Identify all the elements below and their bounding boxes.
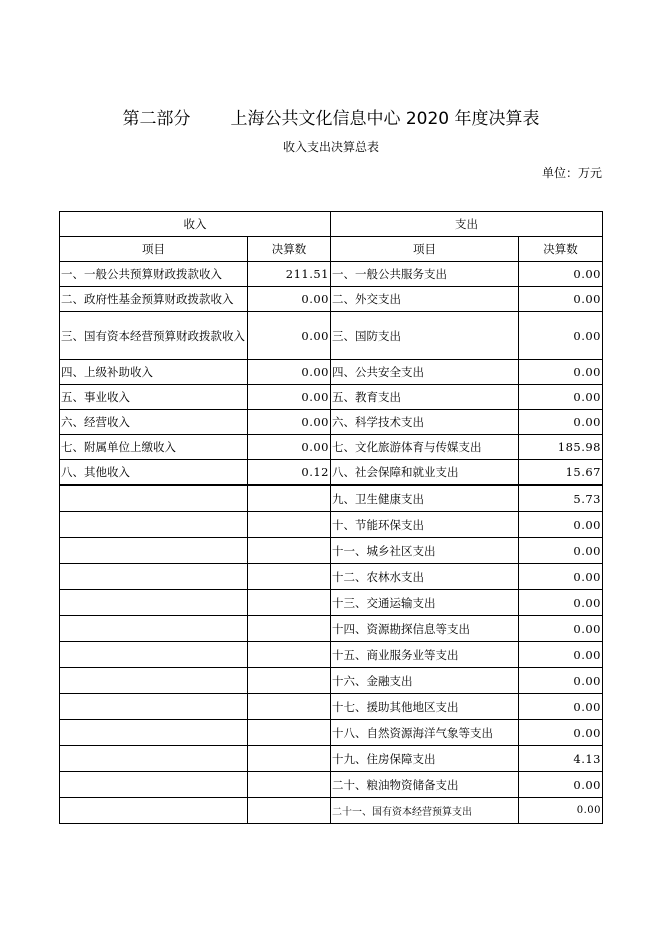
income-amount-cell [248,590,331,616]
income-amount-cell: 0.12 [248,460,331,486]
title-part: 第二部分 [122,109,191,129]
expense-item-cell: 十九、住房保障支出 [331,746,519,772]
expense-amount-cell: 0.00 [519,538,603,564]
table-row [60,772,603,798]
expense-item-cell: 十三、交通运输支出 [331,590,519,616]
table-row [60,485,603,512]
table-row [60,410,603,435]
table-row [60,435,603,460]
income-item-cell [60,538,248,564]
expense-item-cell: 七、文化旅游体育与传媒支出 [331,435,519,460]
expense-amount-cell: 185.98 [519,435,603,460]
income-amount-cell [248,694,331,720]
expense-amount-cell: 0.00 [519,616,603,642]
expense-amount-cell: 0.00 [519,694,603,720]
table-row [60,287,603,312]
expense-amount-cell: 0.00 [519,772,603,798]
income-amount-cell [248,720,331,746]
income-amount-cell [248,746,331,772]
table-row [60,720,603,746]
expense-item-cell: 十七、援助其他地区支出 [331,694,519,720]
expense-amount-cell: 0.00 [519,312,603,360]
income-item-cell [60,642,248,668]
table-row [60,616,603,642]
income-item-cell: 五、事业收入 [60,385,248,410]
income-item-cell [60,512,248,538]
income-amount-cell [248,564,331,590]
expense-item-cell: 十八、自然资源海洋气象等支出 [331,720,519,746]
expense-item-cell: 四、公共安全支出 [331,360,519,385]
column-header-row [60,237,603,262]
income-item-cell: 三、国有资本经营预算财政拨款收入 [60,312,248,360]
income-item-cell [60,564,248,590]
expense-amount-cell: 5.73 [519,485,603,512]
table-row [60,460,603,486]
table-row [60,262,603,287]
table-row [60,512,603,538]
income-amount-cell: 0.00 [248,312,331,360]
income-item-cell [60,616,248,642]
col-expense-amount: 决算数 [519,237,603,262]
unit-label: 单位：万元 [541,166,602,180]
expense-item-cell: 二、外交支出 [331,287,519,312]
income-amount-cell: 0.00 [248,385,331,410]
expense-item-cell: 八、社会保障和就业支出 [331,460,519,486]
income-amount-cell [248,642,331,668]
table-row [60,538,603,564]
income-item-cell [60,485,248,512]
income-item-cell: 七、附属单位上缴收入 [60,435,248,460]
expense-item-cell: 十一、城乡社区支出 [331,538,519,564]
income-amount-cell: 0.00 [248,410,331,435]
col-income-item: 项目 [60,237,248,262]
expense-item-cell: 九、卫生健康支出 [331,485,519,512]
income-item-cell: 六、经营收入 [60,410,248,435]
income-amount-cell [248,772,331,798]
expense-amount-cell: 0.00 [519,668,603,694]
expense-item-cell: 十五、商业服务业等支出 [331,642,519,668]
income-item-cell: 一、一般公共预算财政拨款收入 [60,262,248,287]
page-title [0,104,662,129]
expense-amount-cell: 0.00 [519,564,603,590]
expense-amount-cell: 0.00 [519,642,603,668]
income-item-cell [60,694,248,720]
income-item-cell [60,590,248,616]
income-item-cell [60,720,248,746]
expense-item-cell: 六、科学技术支出 [331,410,519,435]
expense-item-cell: 一、一般公共服务支出 [331,262,519,287]
income-header: 收入 [60,212,331,237]
expense-amount-cell: 0.00 [519,262,603,287]
income-item-cell [60,772,248,798]
expense-amount-cell: 0.00 [519,360,603,385]
table-row [60,590,603,616]
income-amount-cell [248,616,331,642]
expense-amount-cell: 0.00 [519,590,603,616]
budget-table [59,211,603,824]
col-expense-item: 项目 [331,237,519,262]
table-row [60,642,603,668]
col-income-amount: 决算数 [248,237,331,262]
expense-item-cell: 十、节能环保支出 [331,512,519,538]
income-item-cell [60,746,248,772]
table-row [60,564,603,590]
table-subtitle: 收入支出决算总表 [282,140,379,154]
table-header-row [60,212,603,237]
expense-item-cell: 十四、资源勘探信息等支出 [331,616,519,642]
expense-item-cell: 十二、农林水支出 [331,564,519,590]
expense-item-cell: 三、国防支出 [331,312,519,360]
expense-item-cell: 二十一、国有资本经营预算支出 [331,798,519,824]
income-amount-cell: 0.00 [248,287,331,312]
table-row [60,312,603,360]
income-item-cell: 二、政府性基金预算财政拨款收入 [60,287,248,312]
income-item-cell [60,798,248,824]
income-amount-cell [248,485,331,512]
expense-amount-cell: 0.00 [519,512,603,538]
expense-amount-cell: 0.00 [519,287,603,312]
expense-header: 支出 [331,212,603,237]
table-row [60,798,603,824]
income-amount-cell: 0.00 [248,360,331,385]
income-item-cell [60,668,248,694]
expense-amount-cell: 0.00 [519,410,603,435]
table-row [60,385,603,410]
income-amount-cell [248,538,331,564]
table-row [60,360,603,385]
expense-item-cell: 十六、金融支出 [331,668,519,694]
income-amount-cell: 211.51 [248,262,331,287]
expense-amount-cell: 4.13 [519,746,603,772]
expense-amount-cell: 0.00 [519,385,603,410]
table-row [60,694,603,720]
expense-item-cell: 五、教育支出 [331,385,519,410]
income-amount-cell: 0.00 [248,435,331,460]
title-main: 上海公共文化信息中心 2020 年度决算表 [230,109,540,129]
income-amount-cell [248,668,331,694]
income-amount-cell [248,798,331,824]
expense-amount-cell: 0.00 [519,720,603,746]
expense-amount-cell: 0.00 [519,798,603,824]
table-row [60,668,603,694]
expense-amount-cell: 15.67 [519,460,603,486]
income-item-cell: 四、上级补助收入 [60,360,248,385]
expense-item-cell: 二十、粮油物资储备支出 [331,772,519,798]
income-amount-cell [248,512,331,538]
income-item-cell: 八、其他收入 [60,460,248,486]
table-row [60,746,603,772]
